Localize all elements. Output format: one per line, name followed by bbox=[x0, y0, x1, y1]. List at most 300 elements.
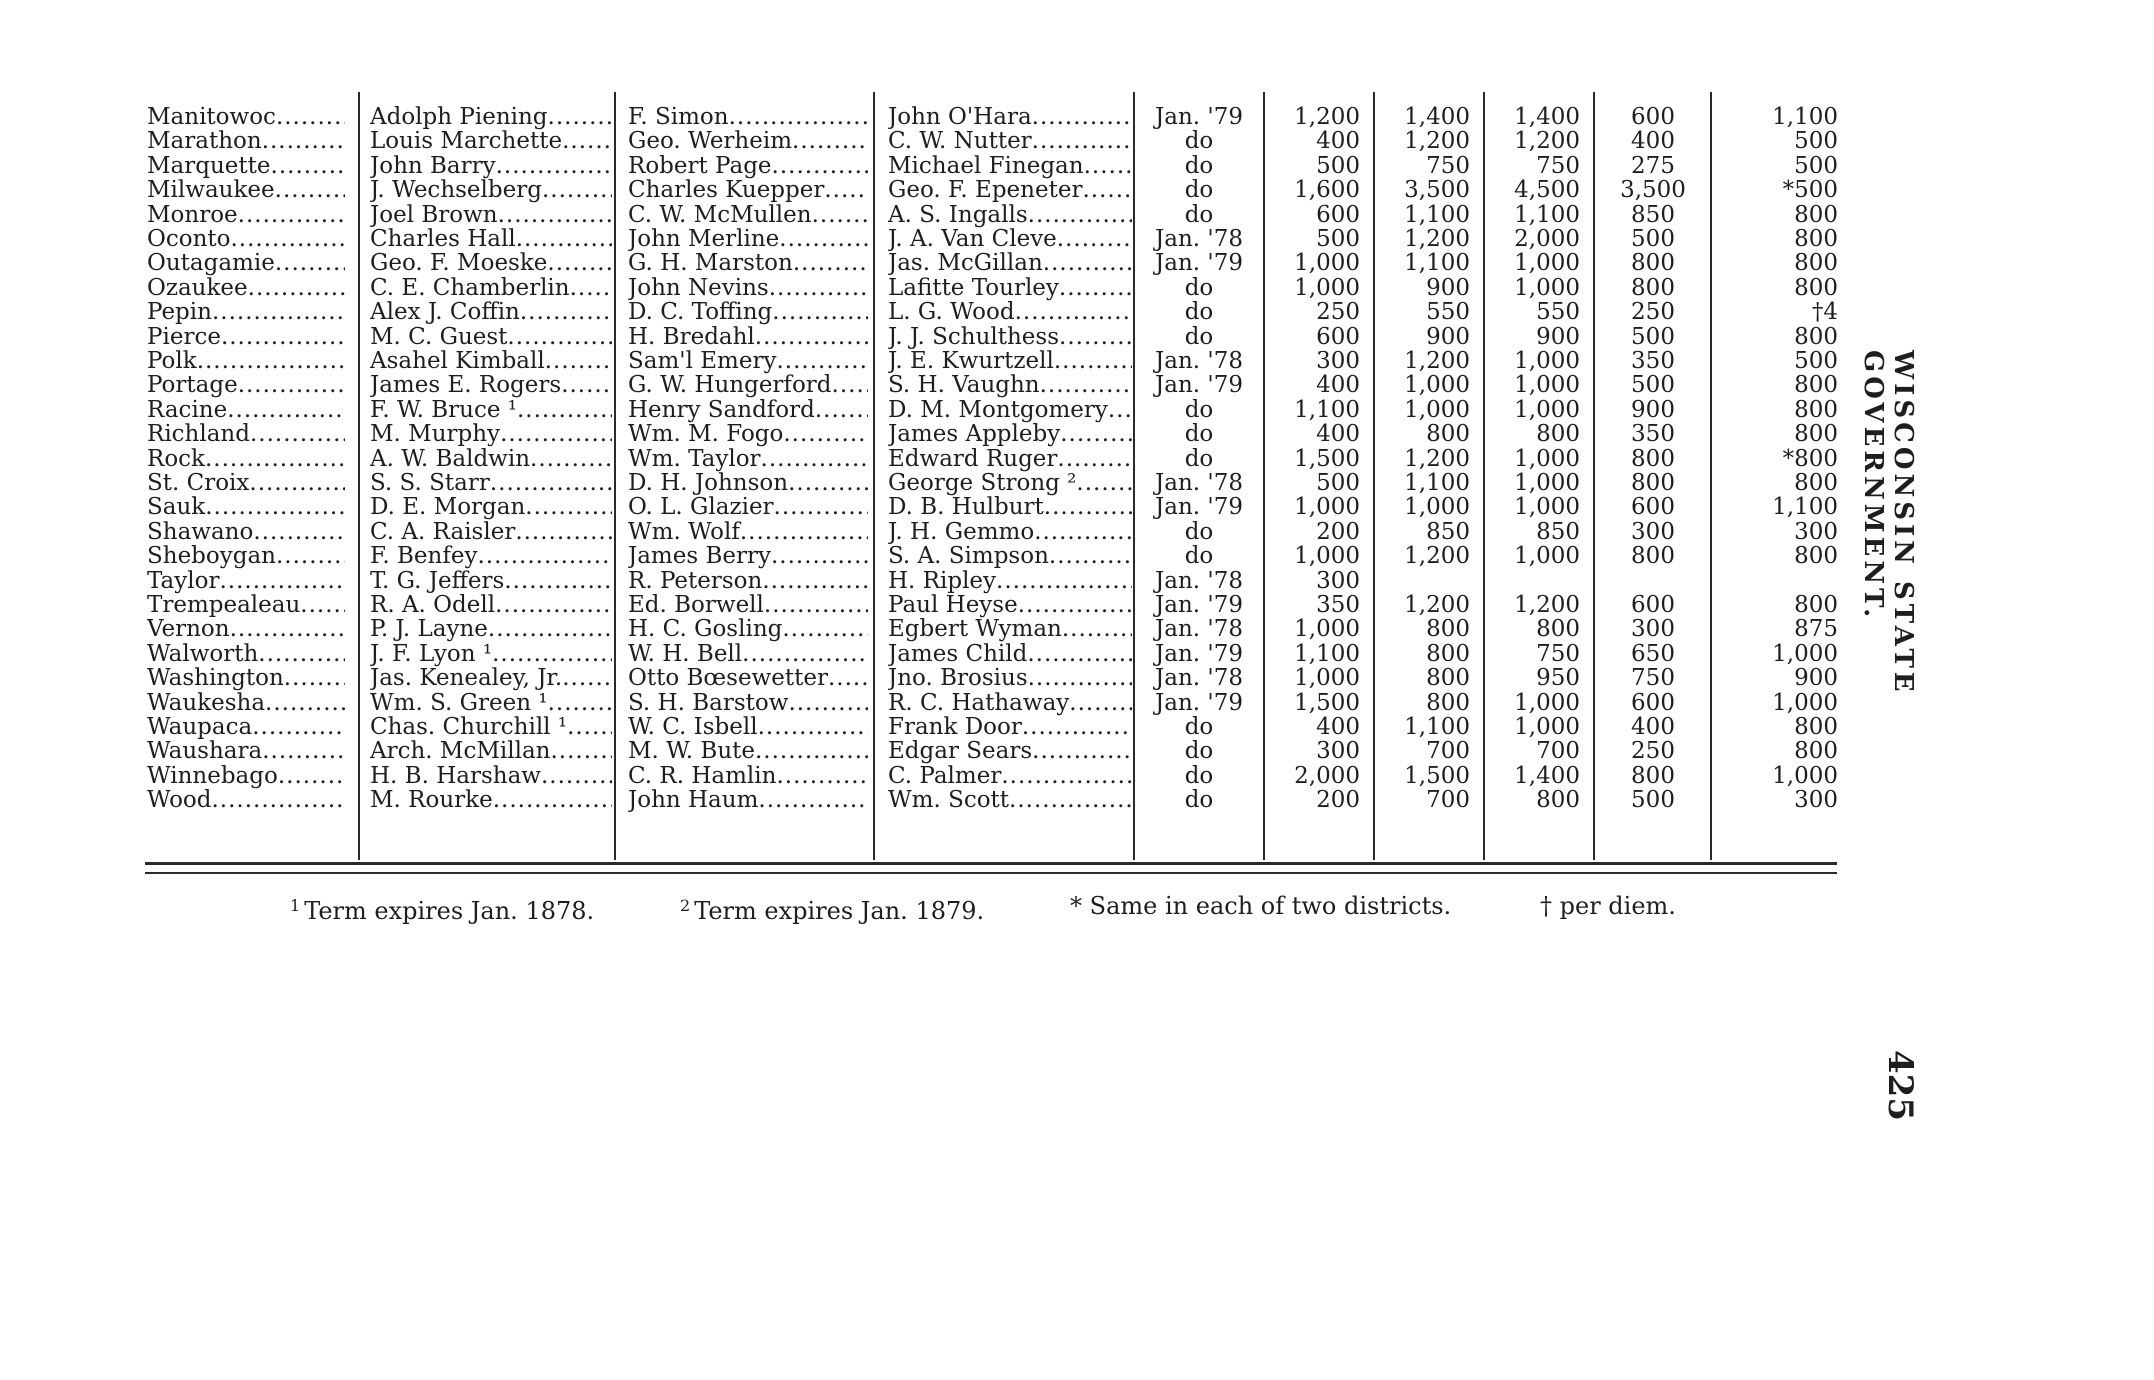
salary-a-cell: 300 bbox=[1316, 349, 1360, 374]
officer-b-cell: S. H. Barstow ..... bbox=[628, 691, 868, 716]
salary-e-cell: 800 bbox=[1794, 276, 1838, 301]
salary-d-cell: 800 bbox=[1631, 544, 1675, 569]
salary-b-cell: 1,000 bbox=[1404, 373, 1470, 398]
county-cell: Walworth ..... bbox=[147, 642, 345, 667]
term-cell: do bbox=[1184, 300, 1214, 325]
salary-e-cell: 1,100 bbox=[1772, 495, 1838, 520]
salary-c-cell: 2,000 bbox=[1514, 227, 1580, 252]
superintendent-cell: T. G. Jeffers ..... bbox=[370, 569, 612, 594]
salary-c-cell: 1,000 bbox=[1514, 373, 1580, 398]
salary-b-cell: 900 bbox=[1426, 325, 1470, 350]
officer-c-cell: J. E. Kwurtzell ..... bbox=[888, 349, 1132, 374]
term-cell: Jan. '79 bbox=[1155, 373, 1243, 398]
salary-d-cell: 250 bbox=[1631, 739, 1675, 764]
salary-b-cell: 1,200 bbox=[1404, 544, 1470, 569]
salary-a-cell: 200 bbox=[1316, 788, 1360, 813]
officer-c-cell: Edgar Sears ..... bbox=[888, 739, 1132, 764]
county-cell: Waukesha ..... bbox=[147, 691, 345, 716]
superintendent-cell: J. Wechselberg ..... bbox=[370, 178, 612, 203]
salary-c-cell: 1,400 bbox=[1514, 105, 1580, 130]
superintendent-cell: M. Rourke ..... bbox=[370, 788, 612, 813]
salary-e-cell: 800 bbox=[1794, 227, 1838, 252]
officer-b-cell: G. H. Marston ..... bbox=[628, 251, 868, 276]
salary-b-cell: 1,200 bbox=[1404, 227, 1470, 252]
salary-d-cell: 650 bbox=[1631, 642, 1675, 667]
salary-e-cell: 800 bbox=[1794, 715, 1838, 740]
salary-c-cell: 1,000 bbox=[1514, 398, 1580, 423]
salary-e-cell: 800 bbox=[1794, 544, 1838, 569]
salary-b-cell: 1,200 bbox=[1404, 349, 1470, 374]
officer-b-cell: G. W. Hungerford ..... bbox=[628, 373, 868, 398]
salary-e-cell: 1,100 bbox=[1772, 105, 1838, 130]
salary-b-cell: 1,200 bbox=[1404, 129, 1470, 154]
county-cell: Monroe ..... bbox=[147, 203, 345, 228]
salary-c-cell: 800 bbox=[1536, 422, 1580, 447]
officer-b-cell: John Haum ..... bbox=[628, 788, 868, 813]
salary-d-cell: 800 bbox=[1631, 471, 1675, 496]
salary-b-cell: 800 bbox=[1426, 422, 1470, 447]
term-cell: Jan. '79 bbox=[1155, 642, 1243, 667]
county-cell: Manitowoc ..... bbox=[147, 105, 345, 130]
salary-e-cell: 875 bbox=[1794, 617, 1838, 642]
county-cell: Outagamie ..... bbox=[147, 251, 345, 276]
officer-c-cell: George Strong ² ..... bbox=[888, 471, 1132, 496]
salary-d-cell: 275 bbox=[1631, 154, 1675, 179]
county-cell: Sauk ..... bbox=[147, 495, 345, 520]
superintendent-cell: Geo. F. Moeske ..... bbox=[370, 251, 612, 276]
salary-e-cell: 1,000 bbox=[1772, 642, 1838, 667]
officer-c-cell: C. Palmer ..... bbox=[888, 764, 1132, 789]
superintendent-cell: C. A. Raisler ..... bbox=[370, 520, 612, 545]
county-cell: Marathon ..... bbox=[147, 129, 345, 154]
column-rule bbox=[1710, 92, 1712, 860]
officer-b-cell: R. Peterson ..... bbox=[628, 569, 868, 594]
salary-c-cell: 800 bbox=[1536, 788, 1580, 813]
salary-d-cell: 600 bbox=[1631, 495, 1675, 520]
salary-d-cell: 500 bbox=[1631, 373, 1675, 398]
salary-c-cell: 550 bbox=[1536, 300, 1580, 325]
superintendent-cell: F. W. Bruce ¹ ..... bbox=[370, 398, 612, 423]
officer-c-cell: Lafitte Tourley ..... bbox=[888, 276, 1132, 301]
salary-e-cell: 300 bbox=[1794, 520, 1838, 545]
salary-c-cell: 1,000 bbox=[1514, 276, 1580, 301]
county-cell: Rock ..... bbox=[147, 447, 345, 472]
officer-b-cell: W. C. Isbell ..... bbox=[628, 715, 868, 740]
salary-c-cell: 750 bbox=[1536, 642, 1580, 667]
officer-b-cell: O. L. Glazier ..... bbox=[628, 495, 868, 520]
term-cell: do bbox=[1184, 203, 1214, 228]
officer-b-cell: F. Simon ..... bbox=[628, 105, 868, 130]
salary-d-cell: 350 bbox=[1631, 349, 1675, 374]
term-cell: do bbox=[1184, 520, 1214, 545]
superintendent-cell: A. W. Baldwin ..... bbox=[370, 447, 612, 472]
salary-c-cell: 850 bbox=[1536, 520, 1580, 545]
salary-a-cell: 1,000 bbox=[1294, 276, 1360, 301]
officer-c-cell: Jno. Brosius ..... bbox=[888, 666, 1132, 691]
salary-e-cell: †4 bbox=[1811, 300, 1838, 325]
salary-e-cell: 800 bbox=[1794, 593, 1838, 618]
salary-b-cell bbox=[1378, 569, 1470, 594]
term-cell: do bbox=[1184, 154, 1214, 179]
salary-e-cell: 300 bbox=[1794, 788, 1838, 813]
salary-a-cell: 400 bbox=[1316, 129, 1360, 154]
salary-c-cell: 1,000 bbox=[1514, 715, 1580, 740]
term-cell: do bbox=[1184, 276, 1214, 301]
officer-b-cell: James Berry ..... bbox=[628, 544, 868, 569]
officer-b-cell: Sam'l Emery ..... bbox=[628, 349, 868, 374]
footnote-text: Same in each of two districts. bbox=[1089, 892, 1452, 920]
salary-d-cell: 500 bbox=[1631, 325, 1675, 350]
salary-a-cell: 500 bbox=[1316, 227, 1360, 252]
officer-b-cell: Otto Bœsewetter ..... bbox=[628, 666, 868, 691]
officer-c-cell: Egbert Wyman ..... bbox=[888, 617, 1132, 642]
county-cell: Pepin ..... bbox=[147, 300, 345, 325]
county-cell: Taylor ..... bbox=[147, 569, 345, 594]
salary-a-cell: 1,500 bbox=[1294, 447, 1360, 472]
salary-e-cell: 800 bbox=[1794, 398, 1838, 423]
column-rule bbox=[358, 92, 360, 860]
salary-e-cell: *800 bbox=[1782, 447, 1838, 472]
county-cell: Sheboygan ..... bbox=[147, 544, 345, 569]
salary-c-cell: 1,000 bbox=[1514, 495, 1580, 520]
term-cell: Jan. '78 bbox=[1155, 666, 1243, 691]
salary-c-cell: 700 bbox=[1536, 739, 1580, 764]
salary-c-cell: 900 bbox=[1536, 325, 1580, 350]
salary-d-cell bbox=[1598, 569, 1708, 594]
county-cell: Richland ..... bbox=[147, 422, 345, 447]
salary-e-cell: 1,000 bbox=[1772, 691, 1838, 716]
salary-b-cell: 1,100 bbox=[1404, 251, 1470, 276]
officer-c-cell: Geo. F. Epeneter ..... bbox=[888, 178, 1132, 203]
footnote-mark: † bbox=[1540, 892, 1552, 920]
county-cell: Winnebago ..... bbox=[147, 764, 345, 789]
table-bottom-rule-thin bbox=[145, 872, 1837, 874]
superintendent-cell: J. F. Lyon ¹ ..... bbox=[370, 642, 612, 667]
column-rule bbox=[614, 92, 616, 860]
officer-b-cell: C. W. McMullen ..... bbox=[628, 203, 868, 228]
officer-c-cell: J. A. Van Cleve ..... bbox=[888, 227, 1132, 252]
salary-d-cell: 400 bbox=[1631, 715, 1675, 740]
salary-d-cell: 400 bbox=[1631, 129, 1675, 154]
column-rule bbox=[1133, 92, 1135, 860]
footnote-text: Term expires Jan. 1878. bbox=[304, 897, 595, 925]
term-cell: do bbox=[1184, 788, 1214, 813]
officer-c-cell: D. M. Montgomery ..... bbox=[888, 398, 1132, 423]
county-cell: Washington ..... bbox=[147, 666, 345, 691]
superintendent-cell: H. B. Harshaw ..... bbox=[370, 764, 612, 789]
officer-b-cell: Wm. Taylor ..... bbox=[628, 447, 868, 472]
county-cell: Milwaukee ..... bbox=[147, 178, 345, 203]
salary-b-cell: 1,100 bbox=[1404, 203, 1470, 228]
superintendent-cell: Chas. Churchill ¹ ..... bbox=[370, 715, 612, 740]
officer-c-cell: J. J. Schulthess ..... bbox=[888, 325, 1132, 350]
officer-c-cell: Jas. McGillan ..... bbox=[888, 251, 1132, 276]
salary-b-cell: 1,000 bbox=[1404, 495, 1470, 520]
salary-e-cell: 800 bbox=[1794, 471, 1838, 496]
salary-a-cell: 1,500 bbox=[1294, 691, 1360, 716]
salary-a-cell: 1,000 bbox=[1294, 495, 1360, 520]
superintendent-cell: Arch. McMillan ..... bbox=[370, 739, 612, 764]
salary-a-cell: 600 bbox=[1316, 203, 1360, 228]
salary-b-cell: 1,000 bbox=[1404, 398, 1470, 423]
salary-a-cell: 350 bbox=[1316, 593, 1360, 618]
term-cell: Jan. '78 bbox=[1155, 471, 1243, 496]
salary-a-cell: 600 bbox=[1316, 325, 1360, 350]
term-cell: do bbox=[1184, 739, 1214, 764]
term-cell: do bbox=[1184, 447, 1214, 472]
officer-b-cell: John Merline ..... bbox=[628, 227, 868, 252]
officer-c-cell: S. A. Simpson ..... bbox=[888, 544, 1132, 569]
column-rule bbox=[873, 92, 875, 860]
salary-a-cell: 400 bbox=[1316, 422, 1360, 447]
salary-b-cell: 550 bbox=[1426, 300, 1470, 325]
superintendent-cell: Charles Hall ..... bbox=[370, 227, 612, 252]
salary-b-cell: 1,200 bbox=[1404, 593, 1470, 618]
officer-c-cell: D. B. Hulburt ..... bbox=[888, 495, 1132, 520]
superintendent-cell: Joel Brown ..... bbox=[370, 203, 612, 228]
salary-b-cell: 850 bbox=[1426, 520, 1470, 545]
salary-a-cell: 250 bbox=[1316, 300, 1360, 325]
salary-e-cell: 800 bbox=[1794, 251, 1838, 276]
officer-b-cell: H. Bredahl ..... bbox=[628, 325, 868, 350]
salary-c-cell: 1,200 bbox=[1514, 593, 1580, 618]
salary-e-cell: 800 bbox=[1794, 325, 1838, 350]
salary-c-cell: 1,000 bbox=[1514, 251, 1580, 276]
salary-d-cell: 3,500 bbox=[1620, 178, 1686, 203]
county-cell: Ozaukee ..... bbox=[147, 276, 345, 301]
officer-c-cell: Michael Finegan ..... bbox=[888, 154, 1132, 179]
officer-b-cell: M. W. Bute ..... bbox=[628, 739, 868, 764]
term-cell: do bbox=[1184, 398, 1214, 423]
salary-c-cell: 1,400 bbox=[1514, 764, 1580, 789]
officer-b-cell: Robert Page ..... bbox=[628, 154, 868, 179]
officer-b-cell: Henry Sandford ..... bbox=[628, 398, 868, 423]
officer-c-cell: J. H. Gemmo ..... bbox=[888, 520, 1132, 545]
footnote-3 bbox=[1070, 890, 1451, 922]
salary-c-cell: 800 bbox=[1536, 617, 1580, 642]
term-cell: Jan. '78 bbox=[1155, 227, 1243, 252]
salary-a-cell: 1,600 bbox=[1294, 178, 1360, 203]
salary-d-cell: 800 bbox=[1631, 251, 1675, 276]
salary-a-cell: 1,000 bbox=[1294, 666, 1360, 691]
salary-e-cell bbox=[1718, 569, 1838, 594]
salary-a-cell: 1,100 bbox=[1294, 642, 1360, 667]
county-cell: Waushara ..... bbox=[147, 739, 345, 764]
county-cell: Portage ..... bbox=[147, 373, 345, 398]
salary-d-cell: 850 bbox=[1631, 203, 1675, 228]
officer-b-cell: Geo. Werheim ..... bbox=[628, 129, 868, 154]
footnote-mark: 2 bbox=[680, 896, 691, 915]
county-cell: St. Croix ..... bbox=[147, 471, 345, 496]
salary-b-cell: 750 bbox=[1426, 154, 1470, 179]
term-cell: Jan. '78 bbox=[1155, 349, 1243, 374]
superintendent-cell: P. J. Layne ..... bbox=[370, 617, 612, 642]
county-cell: Marquette ..... bbox=[147, 154, 345, 179]
salary-d-cell: 600 bbox=[1631, 105, 1675, 130]
salary-c-cell: 1,000 bbox=[1514, 447, 1580, 472]
officer-b-cell: Wm. M. Fogo ..... bbox=[628, 422, 868, 447]
footnote-text: Term expires Jan. 1879. bbox=[694, 897, 985, 925]
salary-c-cell bbox=[1488, 569, 1580, 594]
salary-a-cell: 1,100 bbox=[1294, 398, 1360, 423]
term-cell: do bbox=[1184, 325, 1214, 350]
county-cell: Oconto ..... bbox=[147, 227, 345, 252]
term-cell: Jan. '78 bbox=[1155, 617, 1243, 642]
salary-c-cell: 4,500 bbox=[1514, 178, 1580, 203]
salary-e-cell: 500 bbox=[1794, 129, 1838, 154]
term-cell: Jan. '79 bbox=[1155, 691, 1243, 716]
footnote-1 bbox=[290, 890, 595, 925]
county-cell: Trempealeau ..... bbox=[147, 593, 345, 618]
salary-b-cell: 1,500 bbox=[1404, 764, 1470, 789]
salary-b-cell: 800 bbox=[1426, 691, 1470, 716]
salary-a-cell: 1,000 bbox=[1294, 617, 1360, 642]
officer-c-cell: Edward Ruger ..... bbox=[888, 447, 1132, 472]
salary-b-cell: 1,100 bbox=[1404, 715, 1470, 740]
county-cell: Racine ..... bbox=[147, 398, 345, 423]
salary-c-cell: 1,200 bbox=[1514, 129, 1580, 154]
salary-a-cell: 500 bbox=[1316, 471, 1360, 496]
footnote-mark: * bbox=[1070, 892, 1082, 920]
officer-c-cell: H. Ripley ..... bbox=[888, 569, 1132, 594]
officer-c-cell: R. C. Hathaway ..... bbox=[888, 691, 1132, 716]
salary-e-cell: 800 bbox=[1794, 422, 1838, 447]
officer-c-cell: L. G. Wood ..... bbox=[888, 300, 1132, 325]
term-cell: Jan. '79 bbox=[1155, 593, 1243, 618]
salary-c-cell: 950 bbox=[1536, 666, 1580, 691]
salary-c-cell: 750 bbox=[1536, 154, 1580, 179]
salary-d-cell: 800 bbox=[1631, 276, 1675, 301]
officer-c-cell: C. W. Nutter ..... bbox=[888, 129, 1132, 154]
salary-a-cell: 300 bbox=[1316, 569, 1360, 594]
table-bottom-rule-thick bbox=[145, 862, 1837, 865]
superintendent-cell: D. E. Morgan ..... bbox=[370, 495, 612, 520]
county-cell: Wood ..... bbox=[147, 788, 345, 813]
salary-e-cell: *500 bbox=[1782, 178, 1838, 203]
officer-c-cell: James Child ..... bbox=[888, 642, 1132, 667]
officer-b-cell: C. R. Hamlin ..... bbox=[628, 764, 868, 789]
salary-b-cell: 700 bbox=[1426, 788, 1470, 813]
salary-a-cell: 400 bbox=[1316, 715, 1360, 740]
term-cell: do bbox=[1184, 764, 1214, 789]
salary-d-cell: 800 bbox=[1631, 447, 1675, 472]
salary-b-cell: 1,200 bbox=[1404, 447, 1470, 472]
officer-c-cell: John O'Hara ..... bbox=[888, 105, 1132, 130]
term-cell: Jan. '79 bbox=[1155, 251, 1243, 276]
salary-e-cell: 800 bbox=[1794, 373, 1838, 398]
salary-a-cell: 2,000 bbox=[1294, 764, 1360, 789]
salary-e-cell: 900 bbox=[1794, 666, 1838, 691]
column-rule bbox=[1373, 92, 1375, 860]
officer-b-cell: W. H. Bell ..... bbox=[628, 642, 868, 667]
superintendent-cell: Jas. Kenealey, Jr. ..... bbox=[370, 666, 612, 691]
superintendent-cell: Alex J. Coffin ..... bbox=[370, 300, 612, 325]
officer-c-cell: S. H. Vaughn ..... bbox=[888, 373, 1132, 398]
salary-d-cell: 900 bbox=[1631, 398, 1675, 423]
salary-a-cell: 1,200 bbox=[1294, 105, 1360, 130]
salary-b-cell: 800 bbox=[1426, 642, 1470, 667]
salary-d-cell: 500 bbox=[1631, 788, 1675, 813]
salary-e-cell: 500 bbox=[1794, 349, 1838, 374]
salary-d-cell: 250 bbox=[1631, 300, 1675, 325]
salary-d-cell: 300 bbox=[1631, 617, 1675, 642]
page-number: 425 bbox=[1880, 1050, 1920, 1121]
column-rule bbox=[1263, 92, 1265, 860]
salary-e-cell: 800 bbox=[1794, 203, 1838, 228]
superintendent-cell: R. A. Odell ..... bbox=[370, 593, 612, 618]
term-cell: Jan. '79 bbox=[1155, 105, 1243, 130]
salary-b-cell: 800 bbox=[1426, 666, 1470, 691]
salary-e-cell: 800 bbox=[1794, 739, 1838, 764]
superintendent-cell: Asahel Kimball ..... bbox=[370, 349, 612, 374]
term-cell: do bbox=[1184, 129, 1214, 154]
salary-d-cell: 800 bbox=[1631, 764, 1675, 789]
officer-c-cell: A. S. Ingalls ..... bbox=[888, 203, 1132, 228]
salary-d-cell: 750 bbox=[1631, 666, 1675, 691]
salary-b-cell: 1,100 bbox=[1404, 471, 1470, 496]
salary-b-cell: 700 bbox=[1426, 739, 1470, 764]
officer-b-cell: John Nevins ..... bbox=[628, 276, 868, 301]
officer-c-cell: James Appleby ..... bbox=[888, 422, 1132, 447]
officer-b-cell: H. C. Gosling ..... bbox=[628, 617, 868, 642]
salary-b-cell: 3,500 bbox=[1404, 178, 1470, 203]
salary-a-cell: 1,000 bbox=[1294, 251, 1360, 276]
officer-b-cell: Wm. Wolf ..... bbox=[628, 520, 868, 545]
county-cell: Waupaca ..... bbox=[147, 715, 345, 740]
superintendent-cell: James E. Rogers ..... bbox=[370, 373, 612, 398]
salary-a-cell: 1,000 bbox=[1294, 544, 1360, 569]
term-cell: do bbox=[1184, 544, 1214, 569]
salary-b-cell: 800 bbox=[1426, 617, 1470, 642]
superintendent-cell: Adolph Piening ..... bbox=[370, 105, 612, 130]
salary-d-cell: 300 bbox=[1631, 520, 1675, 545]
salary-a-cell: 200 bbox=[1316, 520, 1360, 545]
county-cell: Polk ..... bbox=[147, 349, 345, 374]
officer-c-cell: Frank Door ..... bbox=[888, 715, 1132, 740]
salary-c-cell: 1,000 bbox=[1514, 691, 1580, 716]
county-cell: Shawano ..... bbox=[147, 520, 345, 545]
county-cell: Vernon ..... bbox=[147, 617, 345, 642]
footnote-2 bbox=[680, 890, 985, 925]
column-rule bbox=[1593, 92, 1595, 860]
footnote-text: per diem. bbox=[1559, 892, 1676, 920]
salary-a-cell: 400 bbox=[1316, 373, 1360, 398]
superintendent-cell: S. S. Starr ..... bbox=[370, 471, 612, 496]
officer-b-cell: D. C. Toffing ..... bbox=[628, 300, 868, 325]
salary-d-cell: 350 bbox=[1631, 422, 1675, 447]
salary-e-cell: 1,000 bbox=[1772, 764, 1838, 789]
running-head: WISCONSIN STATE GOVERNMENT. bbox=[1858, 350, 1918, 696]
salary-d-cell: 500 bbox=[1631, 227, 1675, 252]
footnote-mark: 1 bbox=[290, 896, 301, 915]
salary-a-cell: 500 bbox=[1316, 154, 1360, 179]
term-cell: do bbox=[1184, 715, 1214, 740]
salary-b-cell: 1,400 bbox=[1404, 105, 1470, 130]
salary-d-cell: 600 bbox=[1631, 691, 1675, 716]
superintendent-cell: F. Benfey ..... bbox=[370, 544, 612, 569]
superintendent-cell: John Barry ..... bbox=[370, 154, 612, 179]
term-cell: Jan. '78 bbox=[1155, 569, 1243, 594]
officer-c-cell: Wm. Scott ..... bbox=[888, 788, 1132, 813]
superintendent-cell: M. C. Guest ..... bbox=[370, 325, 612, 350]
term-cell: do bbox=[1184, 178, 1214, 203]
superintendent-cell: M. Murphy ..... bbox=[370, 422, 612, 447]
term-cell: Jan. '79 bbox=[1155, 495, 1243, 520]
column-rule bbox=[1483, 92, 1485, 860]
salary-c-cell: 1,100 bbox=[1514, 203, 1580, 228]
term-cell: do bbox=[1184, 422, 1214, 447]
county-cell: Pierce ..... bbox=[147, 325, 345, 350]
